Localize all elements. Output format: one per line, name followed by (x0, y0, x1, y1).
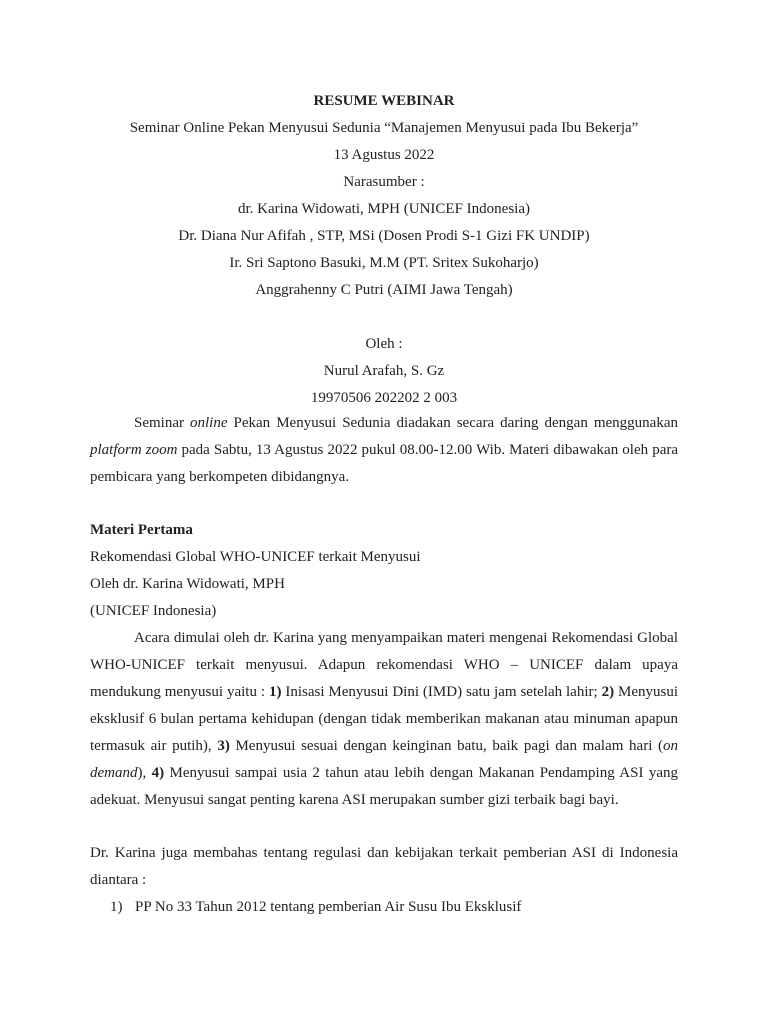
speaker-3: Ir. Sri Saptono Basuki, M.M (PT. Sritex Sukoharjo) (229, 255, 539, 271)
list-item-number: 1) (110, 899, 123, 915)
document-title: RESUME WEBINAR (313, 93, 455, 109)
speakers-label: Narasumber : (343, 174, 425, 190)
list-item (110, 894, 521, 921)
section-1-paragraph-1: Acara dimulai oleh dr. Karina yang menyampaikan materi mengenai Rekomendasi Global WHO-UNICEF terkait menyusui. Adapun rekomendasi WHO – UNICEF dalam upaya mendukung menyusui yaitu : 1) Inisasi Menyusui Dini (IMD) satu jam setelah lahir; 2) Menyusui eksklusif 6 bulan pertama kehidupan (dengan tidak memberikan makanan atau minuman apapun termasuk air putih), 3) Menyusui sesuai dengan keinginan batu, baik pagi dan malam hari (on demand), 4) Menyusui sampai usia 2 tahun atau lebih dengan Makanan Pendamping ASI yang adekuat. Menyusui sangat penting karena ASI merupakan sumber gizi terbaik bagi bayi. (90, 630, 679, 808)
document-header (90, 88, 678, 412)
section-1-speaker: Oleh dr. Karina Widowati, MPH (90, 576, 285, 592)
seminar-subtitle: Seminar Online Pekan Menyusui Sedunia “Manajemen Menyusui pada Ibu Bekerja” (129, 120, 639, 136)
section-1-topic: Rekomendasi Global WHO-UNICEF terkait Menyusui (90, 549, 421, 565)
seminar-date: 13 Agustus 2022 (333, 147, 435, 163)
speaker-1: dr. Karina Widowati, MPH (UNICEF Indonesia) (238, 201, 530, 217)
section-1-heading: Materi Pertama (90, 522, 193, 538)
section-1-paragraph-2: Dr. Karina juga membahas tentang regulasi dan kebijakan terkait pemberian ASI di Indonesia diantara : (90, 845, 678, 888)
by-label: Oleh : (365, 336, 403, 352)
section-1-header (90, 517, 678, 625)
section-1-org: (UNICEF Indonesia) (90, 603, 217, 619)
speaker-4: Anggrahenny C Putri (AIMI Jawa Tengah) (255, 282, 513, 298)
intro-paragraph: Seminar online Pekan Menyusui Sedunia diadakan secara daring dengan menggunakan platform zoom pada Sabtu, 13 Agustus 2022 pukul 08.00-12.00 Wib. Materi dibawakan oleh para pembicara yang berkompeten dibidangnya. (90, 415, 678, 485)
author-name: Nurul Arafah, S. Gz (323, 363, 445, 379)
list-item-text: PP No 33 Tahun 2012 tentang pemberian Air Susu Ibu Eksklusif (135, 899, 522, 915)
speaker-2: Dr. Diana Nur Afifah , STP, MSi (Dosen Prodi S-1 Gizi FK UNDIP) (178, 228, 590, 244)
author-nip: 19970506 202202 2 003 (310, 390, 458, 406)
